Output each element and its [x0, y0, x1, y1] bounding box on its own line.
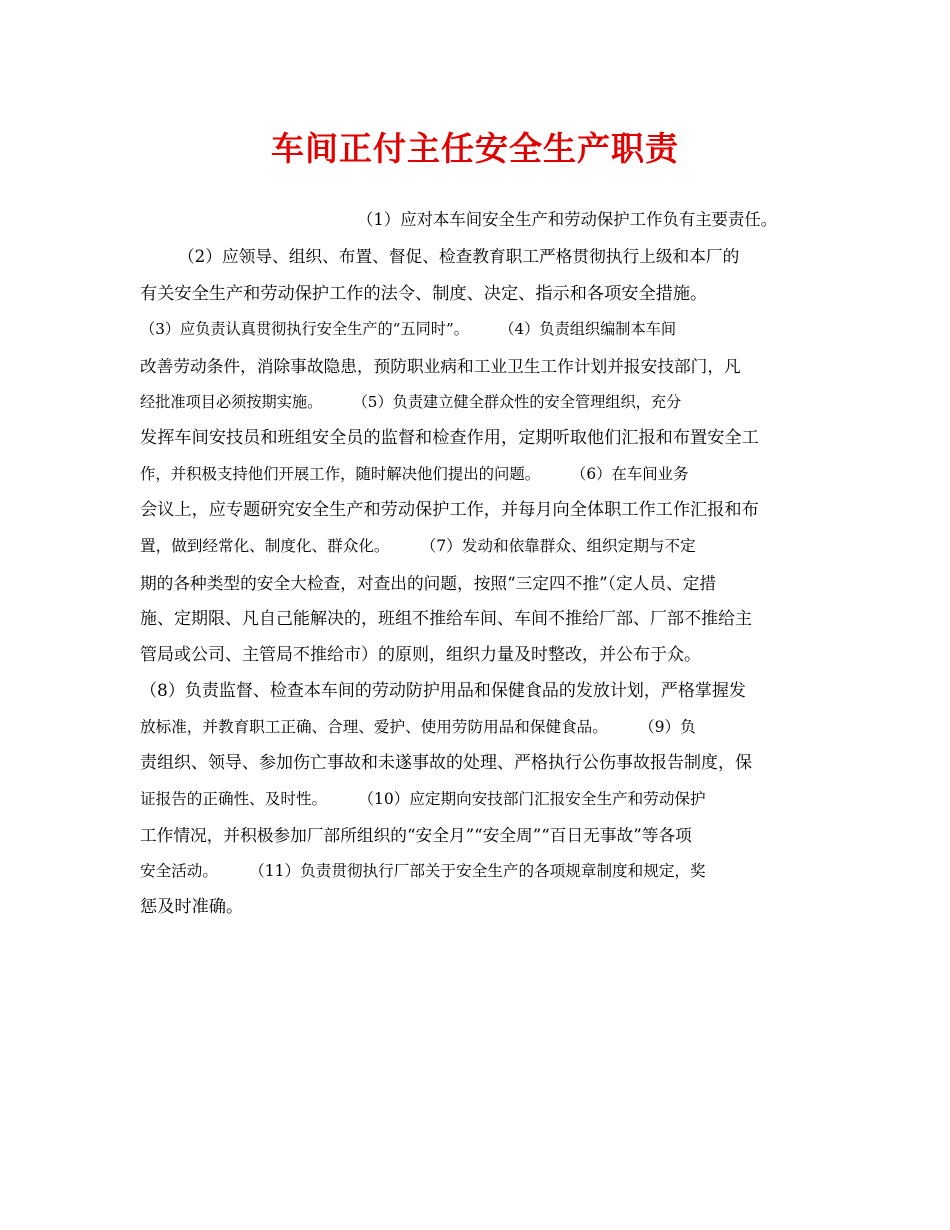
paragraph-line: 管局或公司、主管局不推给市）的原则，组织力量及时整改，并公布于众。 [140, 645, 701, 665]
paragraph-line: 工作情况，并积极参加厂部所组织的“安全月”“安全周”“百日无事故”等各项 [140, 825, 692, 845]
paragraph-line: 置，做到经常化、制度化、群众化。 （7）发动和依靠群众、组织定期与不定 [140, 537, 696, 555]
paragraph-line: 惩及时准确。 [140, 897, 244, 917]
paragraph-line: 会议上，应专题研究安全生产和劳动保护工作，并每月向全体职工作工作汇报和布 [140, 500, 759, 520]
paragraph-line: 改善劳动条件，消除事故隐患，预防职业病和工业卫生工作计划并报安技部门，凡 [140, 356, 741, 376]
paragraph-line: 证报告的正确性、及时性。 （10）应定期向安技部门汇报安全生产和劳动保护 [140, 790, 706, 808]
paragraph-line: （2）应领导、组织、布置、督促、检查教育职工严格贯彻执行上级和本厂的 [178, 246, 740, 266]
paragraph-line: （3）应负责认真贯彻执行安全生产的“五同时”。 （4）负责组织编制本车间 [140, 320, 677, 338]
paragraph-line: 期的各种类型的安全大检查，对查出的问题，按照“三定四不推”（定人员、定措 [140, 573, 717, 593]
paragraph-line: （1）应对本车间安全生产和劳动保护工作负有主要责任。 [357, 210, 778, 229]
paragraph-line: 有关安全生产和劳动保护工作的法令、制度、决定、指示和各项安全措施。 [140, 284, 708, 304]
paragraph-line: 发挥车间安技员和班组安全员的监督和检查作用，定期听取他们汇报和布置安全工 [140, 428, 759, 448]
paragraph-line: （8）负责监督、检查本车间的劳动防护用品和保健食品的发放计划，严格掌握发 [140, 681, 746, 701]
paragraph-line: 施、定期限、凡自己能解决的，班组不推给车间、车间不推给厂部、厂部不推给主 [140, 609, 752, 629]
paragraph-line: 放标准，并教育职工正确、合理、爱护、使用劳防用品和保健食品。 （9）负 [140, 718, 696, 736]
paragraph-line: 安全活动。 （11）负责贯彻执行厂部关于安全生产的各项规章制度和规定，奖 [140, 862, 706, 880]
paragraph-line: 作，并积极支持他们开展工作，随时解决他们提出的问题。 （6）在车间业务 [140, 465, 689, 483]
document-title: 车间正付主任安全生产职责 [271, 129, 679, 168]
paragraph-line: 责组织、领导、参加伤亡事故和未遂事故的处理、严格执行公伤事故报告制度，保 [140, 753, 752, 773]
paragraph-line: 经批准项目必须按期实施。 （5）负责建立健全群众性的安全管理组织，充分 [140, 393, 682, 411]
